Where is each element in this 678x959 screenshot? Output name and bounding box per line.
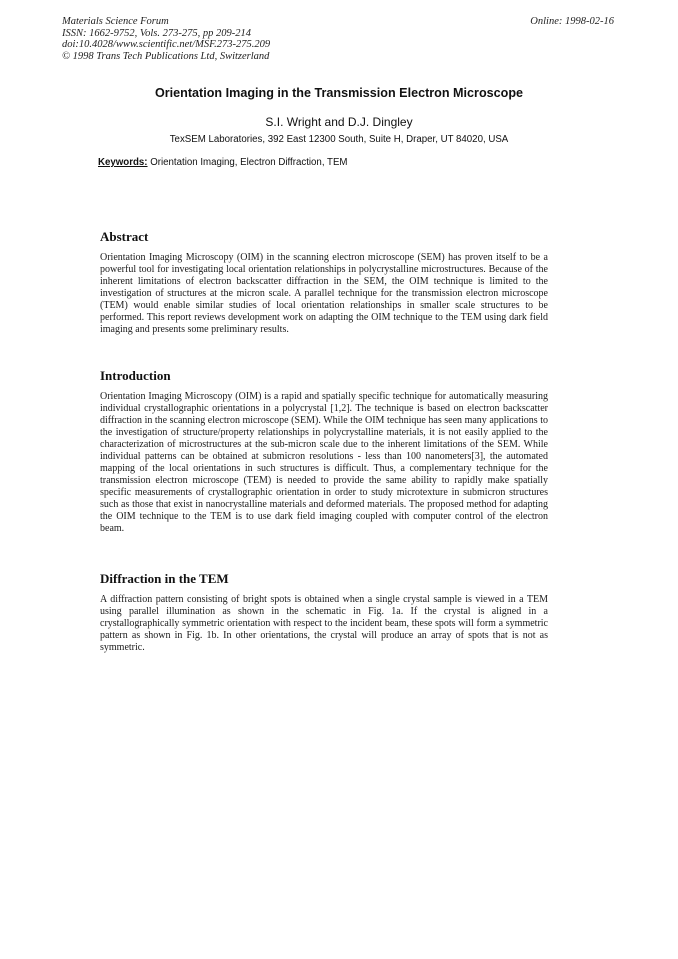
online-date: Online: 1998-02-16 xyxy=(530,16,614,27)
paper-affiliation: TexSEM Laboratories, 392 East 12300 South, Suite H, Draper, UT 84020, USA xyxy=(169,134,509,145)
section-body: Orientation Imaging Microscopy (OIM) is a rapid and spatially specific technique for automatically measuring individual crystallographic orientations in a polycrystal [1,2]. The technique is based on electron backscatter diffraction in the scanning electron microscope (SEM). While the OIM technique has seen many applications to the investigation of structure/property relationships in polycrystalline materials, it is not easily applied to the characterization of microstructures at the sub-micron scale due to the inherent limitations of the SEM. While individual patterns can be obtained at submicron resolutions - less than 100 nanometers[3], the automated mapping of the local orientations in such structures is difficult. Thus, a complementary technique for the transmission electron microscope (TEM) is needed to provide the same ability to rapidly make spatially specific measurements of crystallographic orientation in order to study microtexture in submicron structures such as those that exist in nanocrystalline materials and deformed materials. The proposed method for adapting the OIM technique to the TEM is to use dark field imaging coupled with computer control of the electron beam. xyxy=(100,391,548,534)
journal-name: Materials Science Forum xyxy=(62,16,169,27)
section-body: Orientation Imaging Microscopy (OIM) in the scanning electron microscope (SEM) has proven itself to be a powerful tool for investigating local orientation relationships in polycrystalline microstructures. Because of the inherent limitations of electron backscatter diffraction in the SEM, the OIM technique is limited to the investigation of structures at the micron scale. A parallel technique for the transmission electron microscope (TEM) would enable similar studies of local orientation relationships in smaller scale structures to be performed. This report reviews development work on adapting the OIM technique to the TEM using dark field imaging and presents some preliminary results. xyxy=(100,252,548,335)
abstract-section xyxy=(100,229,548,336)
keywords-label: Keywords: xyxy=(98,157,148,168)
section-heading: Diffraction in the TEM xyxy=(100,571,229,586)
journal-copyright: © 1998 Trans Tech Publications Ltd, Switzerland xyxy=(62,50,270,62)
keywords-line xyxy=(98,157,347,168)
diffraction-section xyxy=(100,571,548,654)
section-heading: Abstract xyxy=(100,229,149,244)
paper-authors: S.I. Wright and D.J. Dingley xyxy=(265,115,413,129)
section-heading: Introduction xyxy=(100,368,171,383)
section-body: A diffraction pattern consisting of bright spots is obtained when a single crystal sample is viewed in a TEM using parallel illumination as shown in the schematic in Fig. 1a. If the crystal is aligned in a crystallographically symmetric orientation with respect to the incident beam, these spots will form a symmetric pattern as shown in Fig. 1b. In other orientations, the crystal will produce an array of spots that is not as symmetric. xyxy=(100,594,548,653)
journal-header xyxy=(62,16,270,62)
journal-doi: doi:10.4028/www.scientific.net/MSF.273-275.209 xyxy=(62,39,271,51)
keywords-text: Orientation Imaging, Electron Diffraction, TEM xyxy=(150,157,348,168)
paper-title: Orientation Imaging in the Transmission Electron Microscope xyxy=(154,86,524,100)
journal-issn: ISSN: 1662-9752, Vols. 273-275, pp 209-214 xyxy=(62,27,251,39)
introduction-section xyxy=(100,368,548,535)
